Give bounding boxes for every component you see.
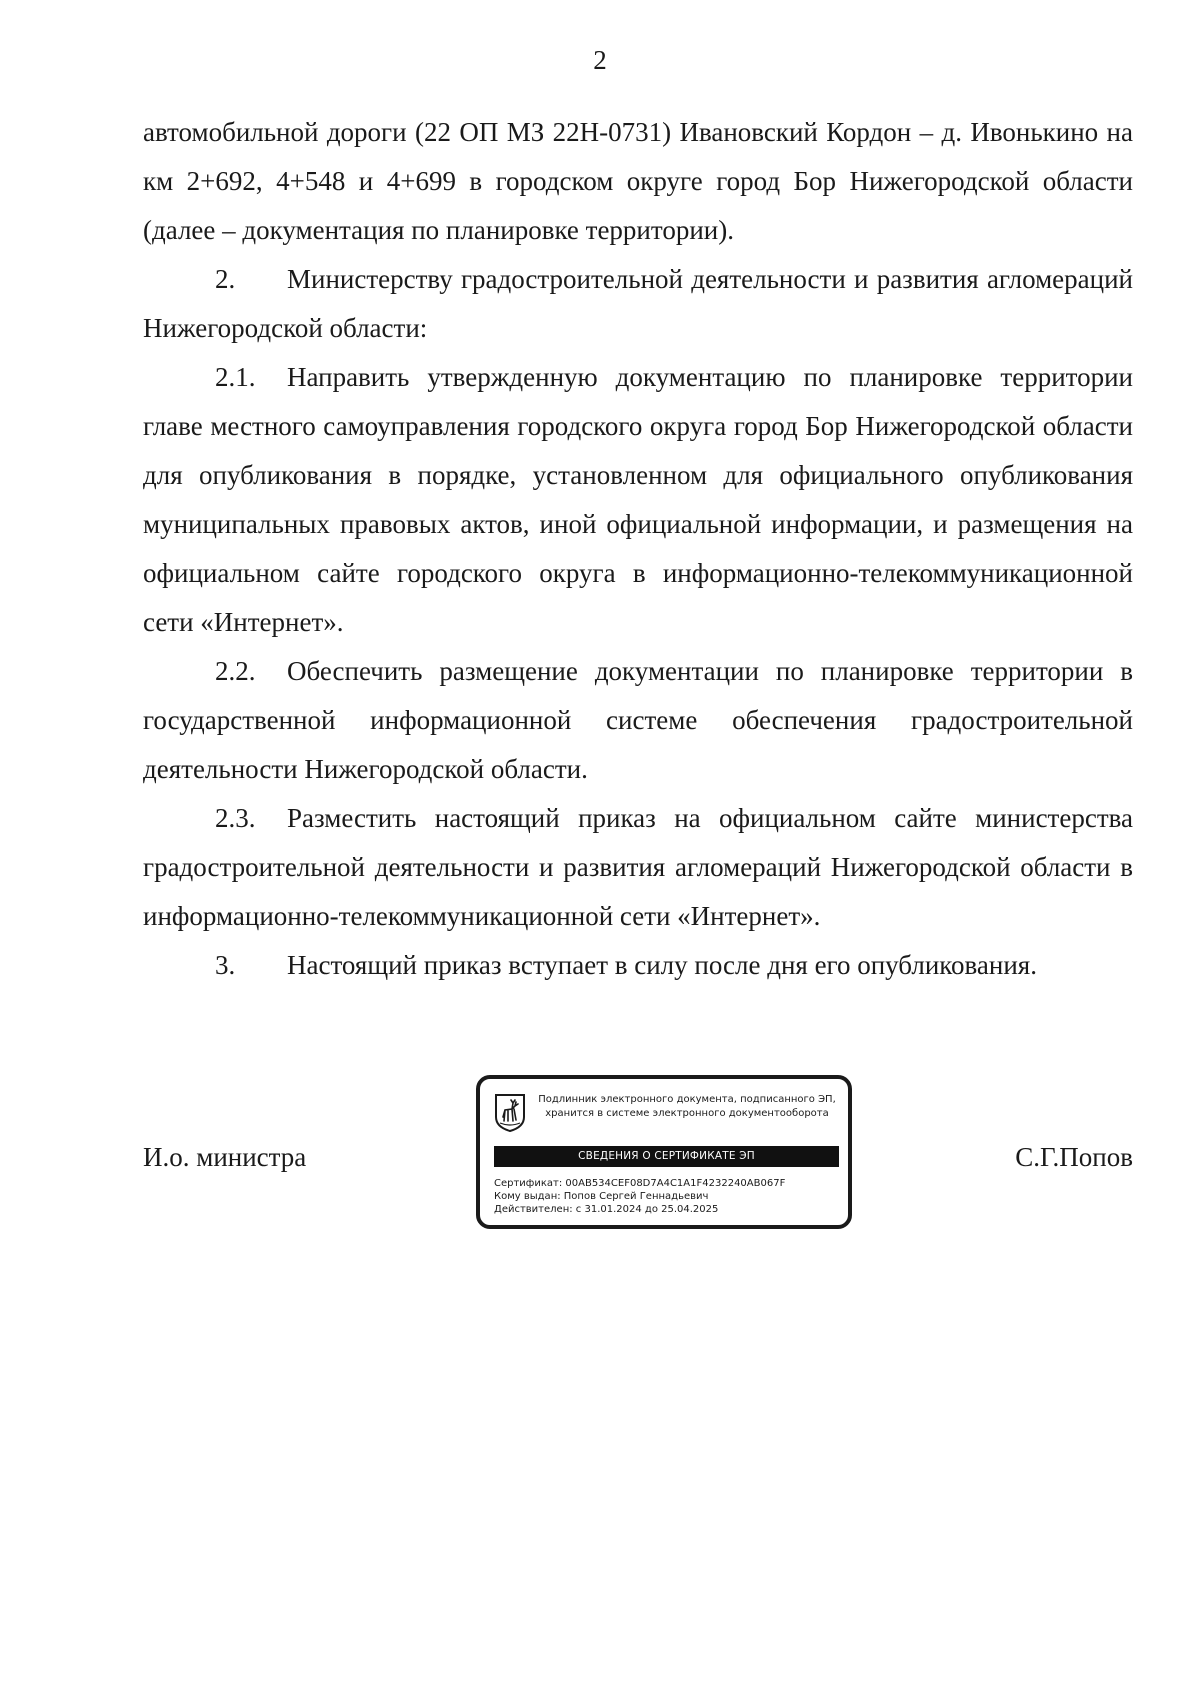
electronic-signature-stamp (476, 1075, 852, 1229)
stamp-header (532, 1093, 842, 1121)
paragraph-number: 3. (215, 950, 236, 980)
stamp-header-line: Подлинник электронного документа, подписанного ЭП, (538, 1094, 836, 1105)
certificate-validity: Действителен: с 31.01.2024 до 25.04.2025 (494, 1204, 719, 1215)
paragraph-number: 2.3. (215, 803, 256, 833)
stamp-header-line: хранится в системе электронного документооборота (545, 1108, 829, 1119)
paragraph-text: Настоящий приказ вступает в силу после дня его опубликования. (287, 950, 1037, 980)
paragraph-number: 2. (215, 264, 236, 294)
paragraph-item-2-3 (143, 794, 1133, 941)
paragraph-text: автомобильной дороги (22 ОП МЗ 22Н-0731) Ивановский Кордон – д. Ивонькино на км 2+692, 4+548 и 4+699 в городском округе город Бор Нижегородской области (далее – документация по планировке территории). (143, 117, 1133, 245)
paragraph-text: Разместить настоящий приказ на официальном сайте министерства градостроительной деятельности и развития агломераций Нижегородской области в информационно-телекоммуникационной сети «Интернет». (143, 803, 1133, 931)
paragraph-continuation (143, 108, 1133, 255)
paragraph-number: 2.2. (215, 656, 256, 686)
signatory-role: И.о. министра (143, 1142, 307, 1172)
certificate-owner: Кому выдан: Попов Сергей Геннадьевич (494, 1191, 709, 1202)
signature-block (143, 1075, 1133, 1235)
paragraph-text: Обеспечить размещение документации по планировке территории в государственной информационной системе обеспечения градостроительной деятельности Нижегородской области. (143, 656, 1133, 784)
paragraph-item-3 (143, 941, 1133, 990)
document-body (143, 108, 1133, 990)
certificate-number: Сертификат: 00AB534CEF08D7A4C1A1F4232240AB067F (494, 1178, 786, 1189)
paragraph-item-2 (143, 255, 1133, 353)
signatory-name: С.Г.Попов (1015, 1142, 1133, 1172)
paragraph-text: Направить утвержденную документацию по планировке территории главе местного самоуправления городского округа город Бор Нижегородской области для опубликования в порядке, установленном для официального опубликования муниципальных правовых актов, иной официальной информации, и размещения на официальном сайте городского округа в информационно-телекоммуникационной сети «Интернет». (143, 362, 1133, 637)
paragraph-item-2-2 (143, 647, 1133, 794)
deer-coat-of-arms-icon (494, 1093, 526, 1133)
paragraph-item-2-1 (143, 353, 1133, 647)
stamp-title-bar: СВЕДЕНИЯ О СЕРТИФИКАТЕ ЭП (494, 1146, 839, 1167)
page-number: 2 (593, 45, 607, 75)
stamp-details (494, 1177, 839, 1216)
paragraph-text: Министерству градостроительной деятельности и развития агломераций Нижегородской области: (143, 264, 1133, 343)
paragraph-number: 2.1. (215, 362, 256, 392)
